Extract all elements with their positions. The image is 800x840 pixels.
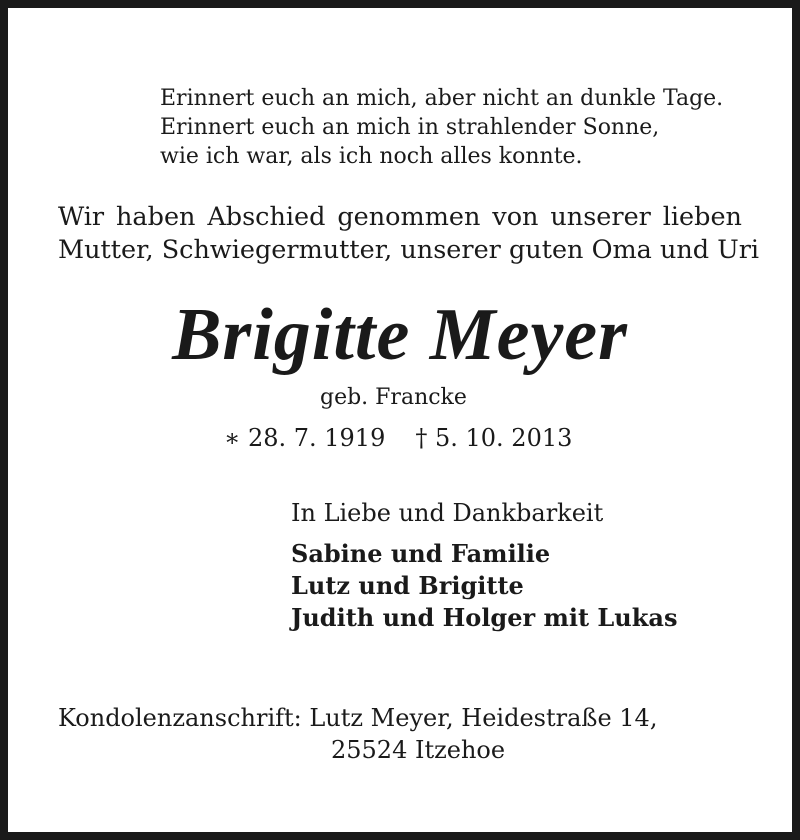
mourners-list [291,538,677,634]
life-dates [224,422,572,454]
death-date: † 5. 10. 2013 [415,424,573,452]
birth-date: ∗ 28. 7. 1919 [224,424,386,452]
mourner-name: Sabine und Familie [291,539,551,568]
address-line-1: Kondolenzanschrift: Lutz Meyer, Heidestraße 14, [58,704,658,732]
deceased-name: Brigitte Meyer [172,294,628,376]
mourner-name: Lutz und Brigitte [291,571,524,600]
memorial-poem [160,84,723,171]
poem-line: wie ich war, als ich noch alles konnte. [160,144,583,169]
maiden-name: geb. Francke [320,385,467,410]
intro-line: Wir haben Abschied genommen von unserer lieben [58,202,742,232]
mourner-name: Judith und Holger mit Lukas [291,603,678,632]
poem-line: Erinnert euch an mich in strahlender Sonne, [160,115,660,140]
poem-line: Erinnert euch an mich, aber nicht an dunkle Tage. [160,86,724,111]
condolence-address [58,702,657,766]
farewell-intro [58,201,760,267]
thanks-line: In Liebe und Dankbarkeit [291,499,604,527]
intro-line: Mutter, Schwiegermutter, unserer guten Oma und Uri [58,235,760,265]
address-line-2: 25524 Itzehoe [331,736,506,764]
